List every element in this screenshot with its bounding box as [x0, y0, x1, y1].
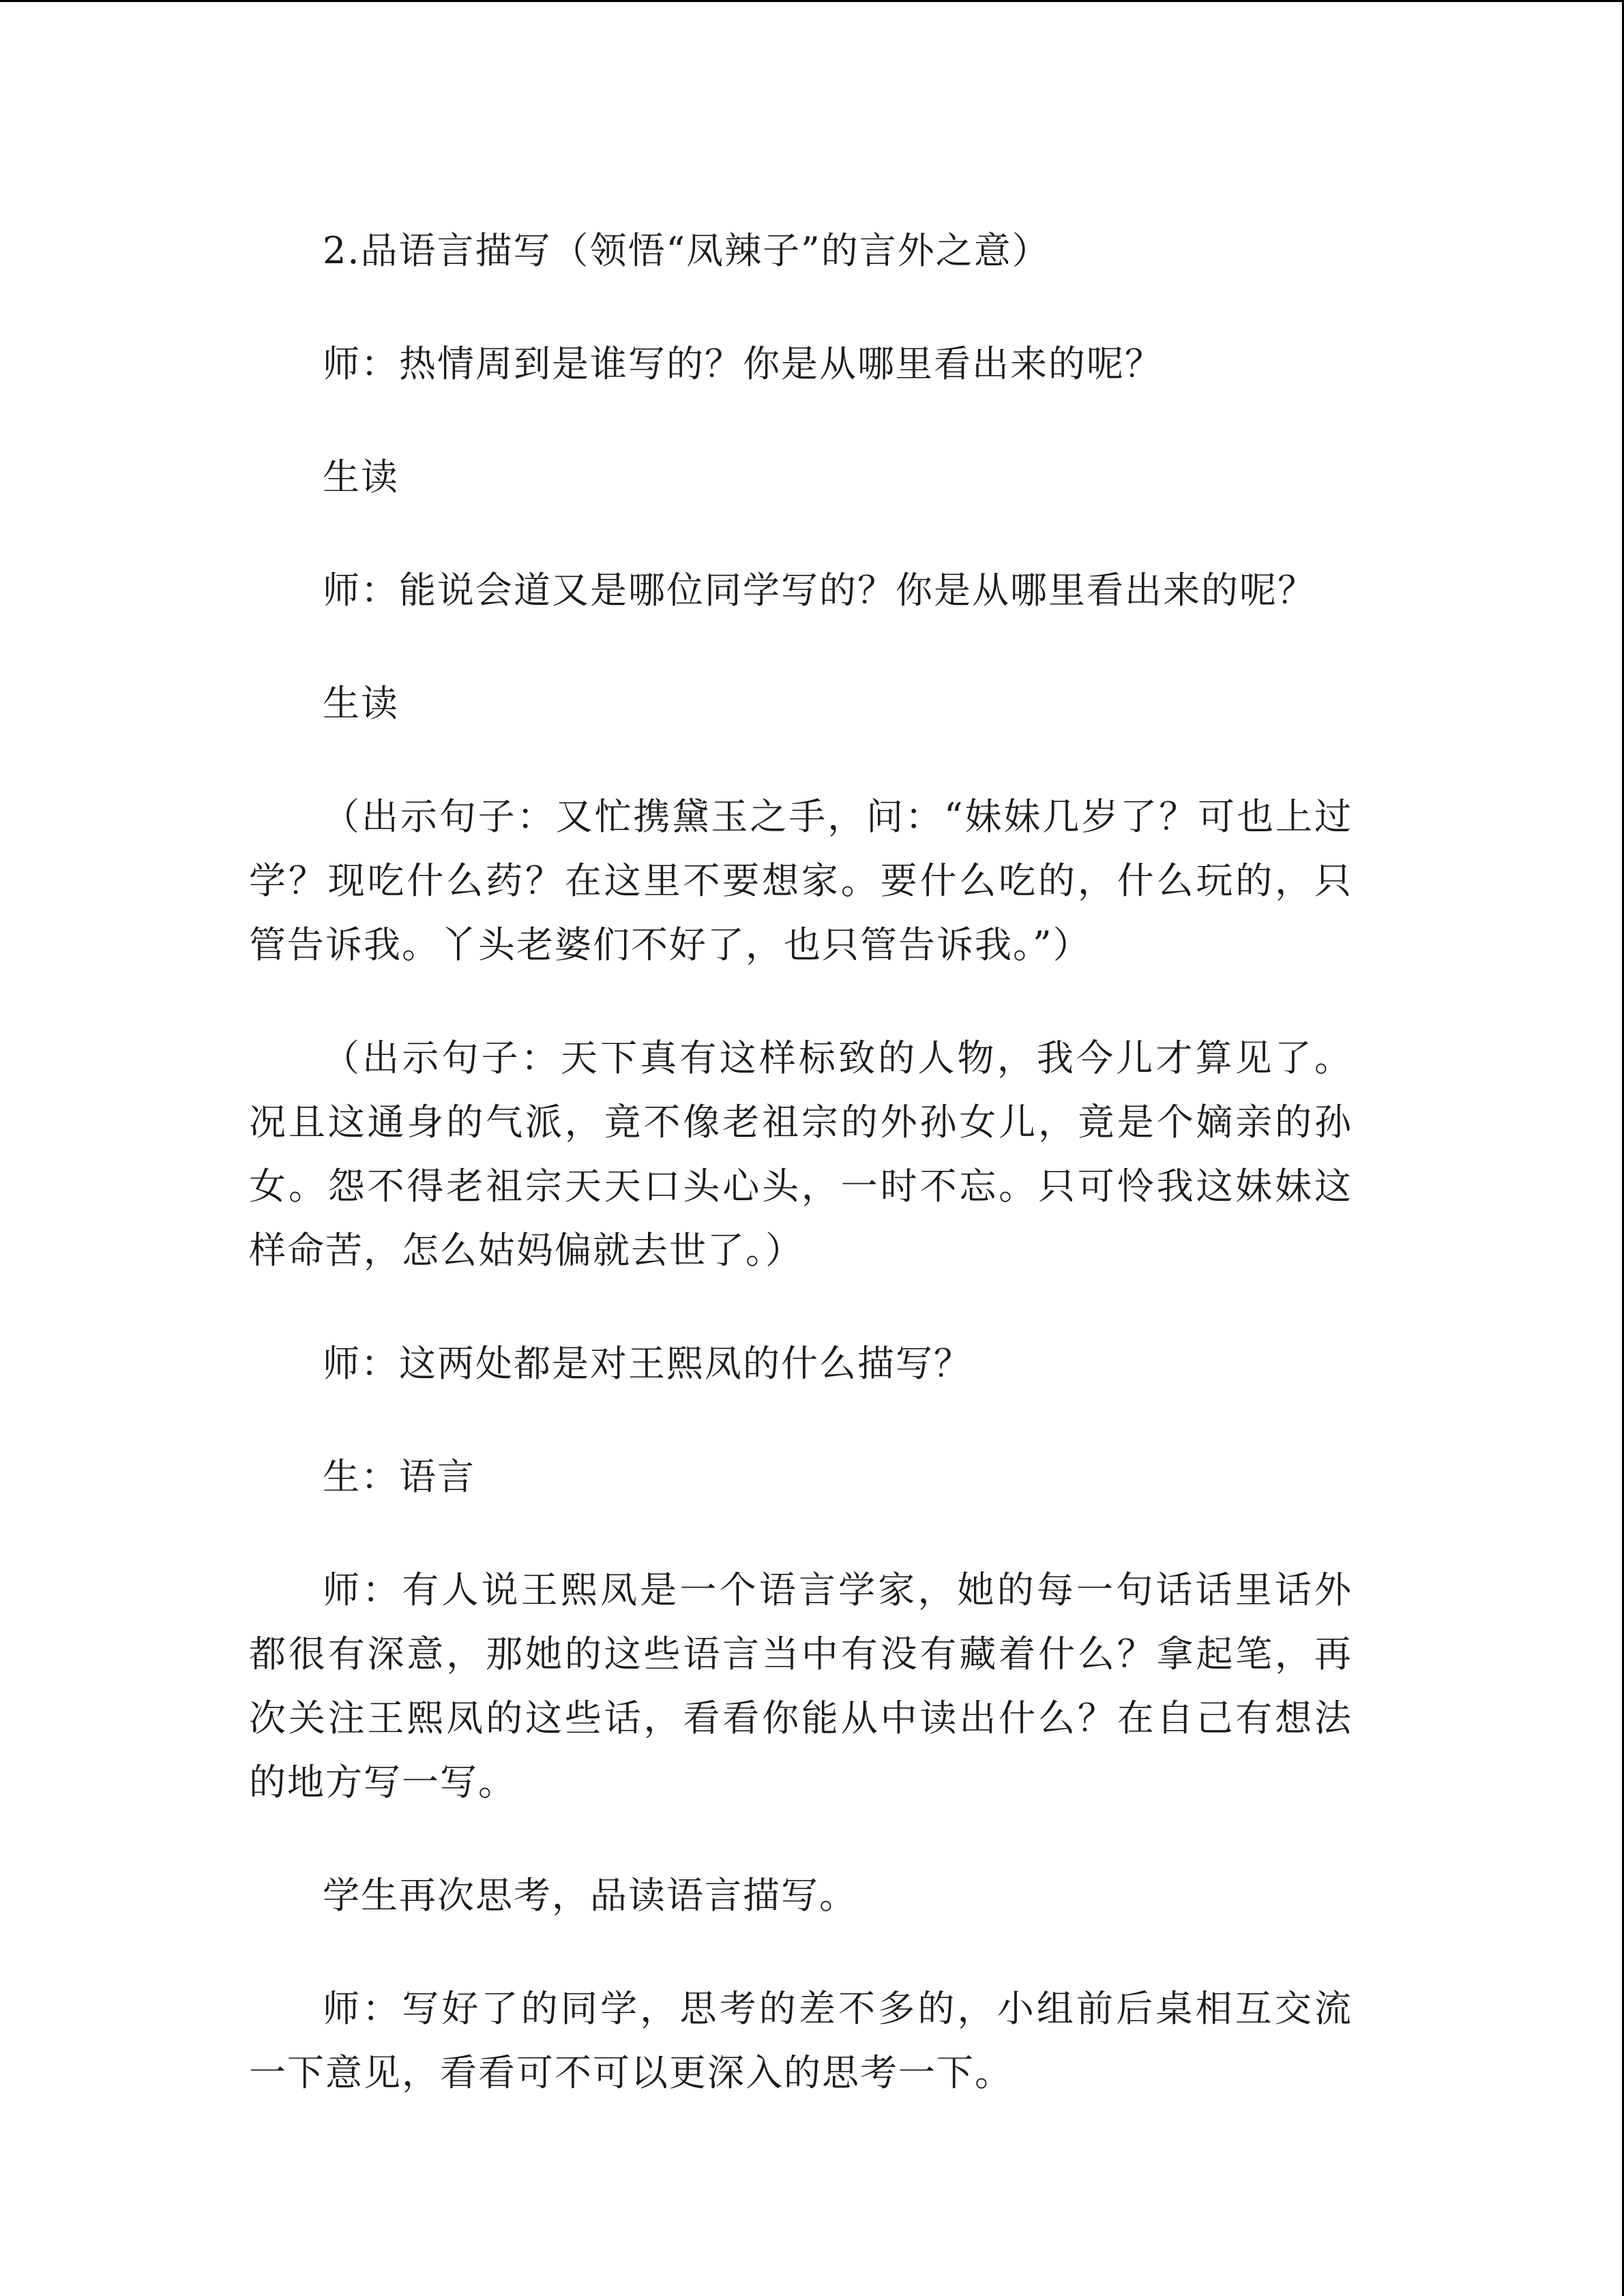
student-line: 生读 — [323, 682, 399, 725]
student-line: 生读 — [323, 456, 399, 498]
teacher-line: 师：能说会道又是哪位同学写的？你是从哪里看出来的呢？ — [323, 569, 1316, 612]
section-heading: 2.品语言描写（领悟“凤辣子”的言外之意） — [323, 229, 1050, 272]
quoted-sentence: （出示句子：又忙携黛玉之手，问：“妹妹几岁了？可也上过学？现吃什么药？在这里不要想家。要什么吃的，什么玩的，只管告诉我。丫头老婆们不好了，也只管告诉我。”） — [249, 795, 1353, 966]
page-body — [249, 219, 1353, 2154]
teacher-line: 师：这两处都是对王熙凤的什么描写？ — [323, 1342, 972, 1385]
quoted-sentence: （出示句子：天下真有这样标致的人物，我今儿才算见了。况且这通身的气派，竟不像老祖宗的外孙女儿，竟是个嫡亲的孙女。怨不得老祖宗天天口头心头，一时不忘。只可怜我这妹妹这样命苦，怎么姑妈偏就去世了。） — [249, 1037, 1353, 1272]
teacher-line: 师：写好了的同学，思考的差不多的，小组前后桌相互交流一下意见，看看可不可以更深入的思考一下。 — [249, 1987, 1353, 2094]
narration-line: 学生再次思考，品读语言描写。 — [323, 1874, 857, 1917]
student-line: 生：语言 — [323, 1455, 475, 1498]
teacher-line: 师：有人说王熙凤是一个语言学家，她的每一句话话里话外都很有深意，那她的这些语言当中有没有藏着什么？拿起笔，再次关注王熙凤的这些话，看看你能从中读出什么？在自己有想法的地方写一写。 — [249, 1568, 1353, 1804]
teacher-line: 师：热情周到是谁写的？你是从哪里看出来的呢？ — [323, 342, 1163, 385]
